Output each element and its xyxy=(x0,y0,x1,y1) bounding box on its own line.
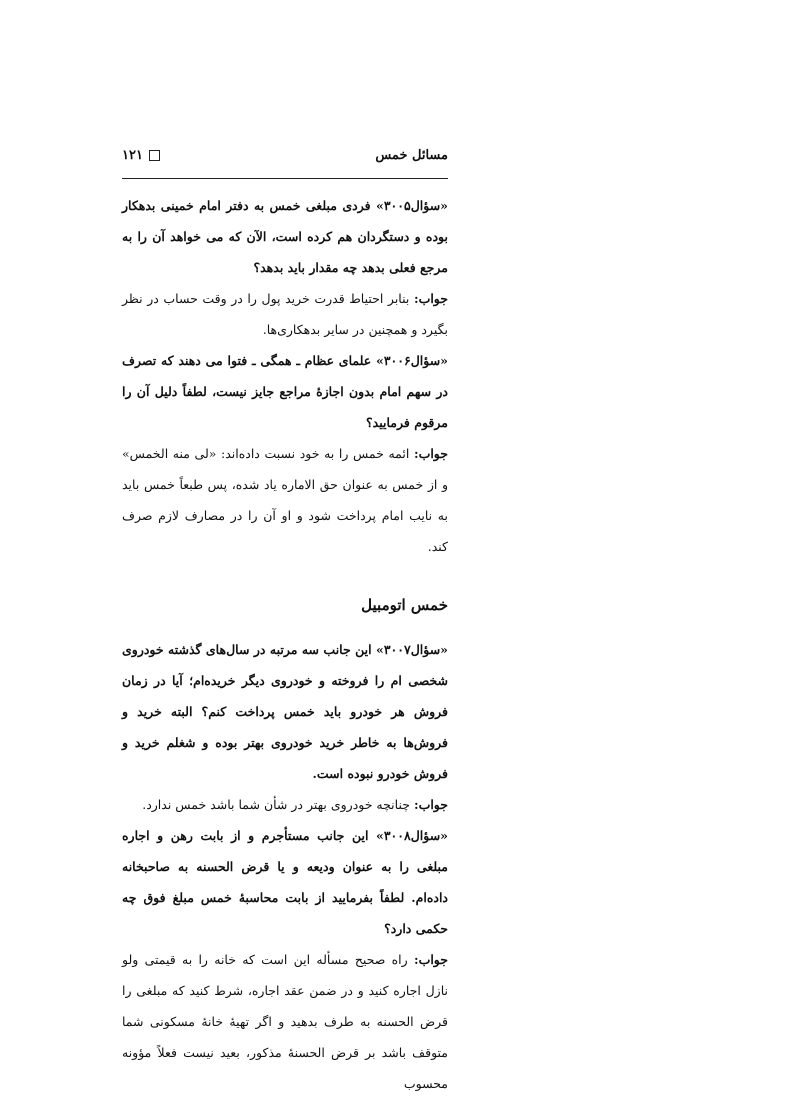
page-header xyxy=(122,148,448,179)
question-3005: «سؤال۳۰۰۵» فردی مبلغی خمس به دفتر امام خمینی بدهکار بوده و دستگردان هم کرده است، الآن که می خواهد آن را به مرجع فعلی بدهد چه مقدار باید بدهد؟ xyxy=(122,198,448,275)
page-number-group xyxy=(122,148,160,163)
answer-3005 xyxy=(122,283,448,345)
answer-3008 xyxy=(122,944,448,1099)
answer-text: ائمه خمس را به خود نسبت داده‌اند: «لی منه الخمس» و از خمس به عنوان حق الاماره یاد شده، پس طبعاً خمس باید به نایب امام پرداخت شود و او آن را در مصارف لازم صرف کند. xyxy=(122,446,448,554)
page-number: ۱۲۱ xyxy=(122,148,143,163)
section-heading: خمس اتومبیل xyxy=(361,596,448,614)
answer-label: جواب: xyxy=(413,797,448,812)
page-body xyxy=(122,190,448,1099)
answer-label: جواب: xyxy=(413,291,448,306)
answer-3007 xyxy=(122,789,448,820)
square-icon xyxy=(149,150,160,161)
running-title: مسائل خمس xyxy=(375,148,448,163)
answer-text: بنابر احتیاط قدرت خرید پول را در وقت حساب در نظر بگیرد و همچنین در سایر بدهکاری‌ها. xyxy=(122,291,448,337)
answer-text: چنانچه خودروی بهتر در شأن شما باشد خمس ندارد. xyxy=(142,797,414,812)
answer-label: جواب: xyxy=(413,446,448,461)
answer-label: جواب: xyxy=(413,952,448,967)
question-3007: «سؤال۳۰۰۷» این جانب سه مرتبه در سال‌های گذشته خودروی شخصی ام را فروخته و خودروی دیگر خریده‌ام؛ آیا در زمان فروش هر خودرو باید خمس پرداخت کنم؟ البته خرید و فروش‌ها به خاطر خرید خودروی بهتر بوده و شغلم خرید و فروش خودرو نبوده است. xyxy=(122,642,448,781)
question-3006: «سؤال۳۰۰۶» علمای عظام ـ همگی ـ فتوا می دهند که تصرف در سهم امام بدون اجازهٔ مراجع جایز نیست، لطفاً دلیل آن را مرقوم فرمایید؟ xyxy=(122,353,448,430)
answer-text: راه صحیح مسأله این است که خانه را به قیمتی ولو نازل اجاره کنید و در ضمن عقد اجاره، شرط کنید که مبلغی را قرض الحسنه به طرف بدهید و اگر تهیهٔ خانهٔ مسکونی شما متوقف باشد بر قرض الحسنهٔ مذکور، بعید نیست فعلاً مؤونه محسوب xyxy=(122,952,448,1091)
question-3008: «سؤال۳۰۰۸» این جانب مستأجرم و از بابت رهن و اجاره مبلغی را به عنوان ودیعه و یا قرض الحسنه به صاحبخانه داده‌ام. لطفاً بفرمایید از بابت محاسبهٔ خمس مبلغ فوق چه حکمی دارد؟ xyxy=(122,828,448,936)
answer-3006 xyxy=(122,438,448,562)
